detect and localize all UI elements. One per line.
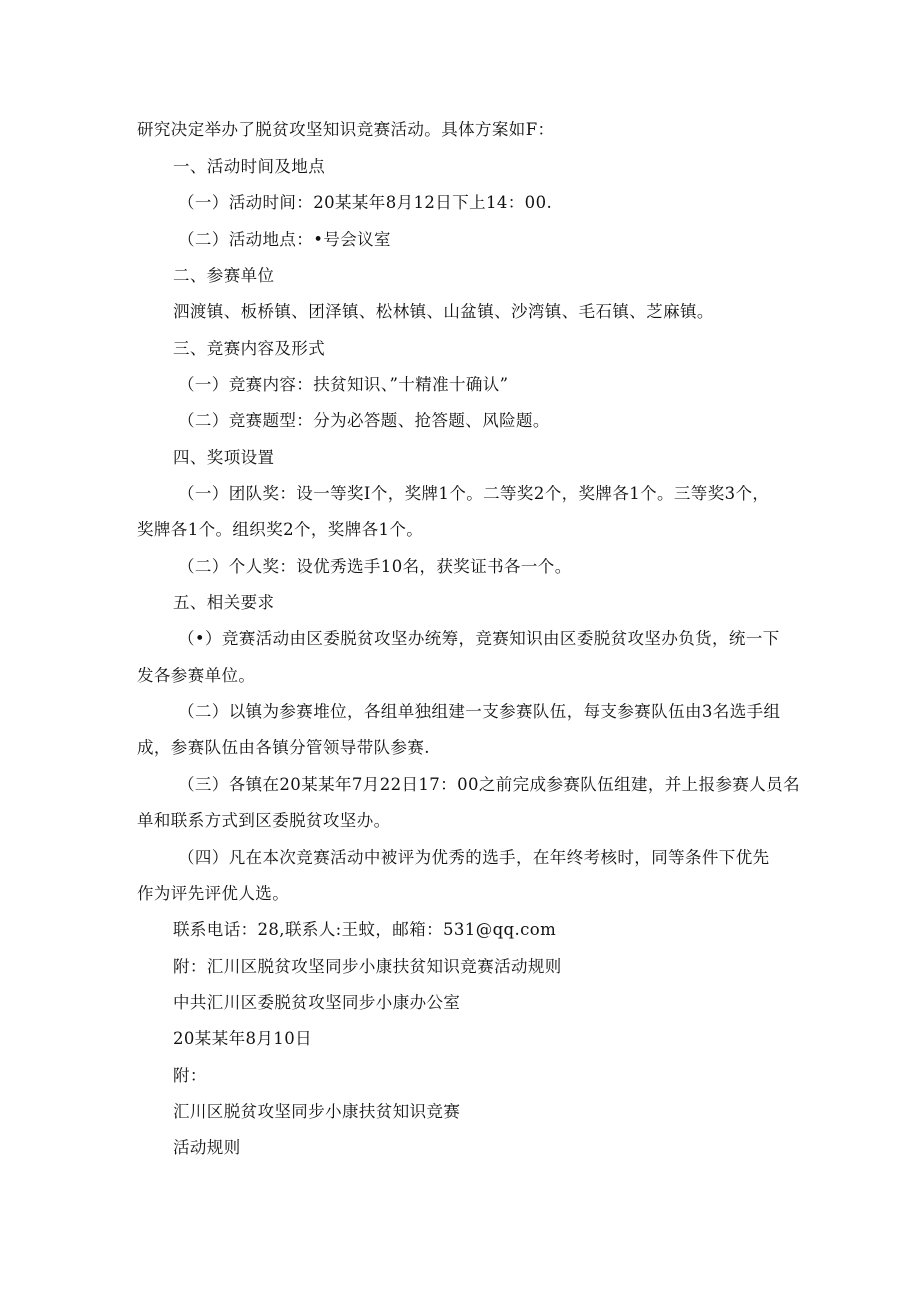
requirement-2-line-1: （二）以镇为参赛堆位，各组单独组建一支参赛队伍，每支参赛队伍由3名选手组 — [178, 702, 781, 721]
rules-title-line-1: 汇川区脱贫攻坚同步小康扶贫知识竞赛 — [173, 1102, 461, 1121]
question-types-line: （二）竞赛题型：分为必答题、抢答题、风险题。 — [178, 411, 550, 430]
individual-award-line: （二）个人奖：设优秀选手10名，获奖证书各一个。 — [178, 557, 572, 576]
team-award-line-1: （一）团队奖：设一等奖I个，奖牌1个。二等奖2个，奖牌各1个。三等奖3个， — [178, 484, 770, 503]
section-heading-content-format: 三、竞赛内容及形式 — [173, 339, 326, 358]
requirement-1-line-2: 发各参赛单位。 — [137, 666, 256, 685]
activity-place-line: （二）活动地点：•号会议室 — [178, 230, 391, 249]
date-line: 20某某年8月10日 — [173, 1029, 312, 1048]
section-heading-participants: 二、参赛单位 — [173, 266, 275, 285]
contact-line: 联系电话：28,联系人:王蚊，邮箱：531@qq.com — [173, 920, 557, 939]
requirement-4-line-1: （四）凡在本次竞赛活动中被评为优秀的选手，在年终考核时，同等条件下优先 — [178, 848, 770, 867]
requirement-4-line-2: 作为评先评优人选。 — [137, 884, 290, 903]
participant-towns-line: 泗渡镇、板桥镇、团泽镇、松林镇、山盆镇、沙湾镇、毛石镇、芝麻镇。 — [173, 302, 714, 321]
section-heading-awards: 四、奖项设置 — [173, 448, 275, 467]
requirement-2-line-2: 成，参赛队伍由各镇分管领导带队参赛. — [137, 738, 430, 757]
section-heading-requirements: 五、相关要求 — [173, 593, 275, 612]
issuer-line: 中共汇川区委脱贫攻坚同步小康办公室 — [173, 993, 461, 1012]
activity-time-line: （一）活动时间：20某某年8月12日下上14：00. — [178, 193, 553, 212]
requirement-3-line-1: （三）各镇在20某某年7月22日17：00之前完成参赛队伍组建，并上报参赛人员名 — [178, 775, 800, 794]
intro-line: 研究决定举办了脱贫攻坚知识竞赛活动。具体方案如F： — [137, 120, 555, 139]
section-heading-time-place: 一、活动时间及地点 — [173, 157, 326, 176]
rules-title-line-2: 活动规则 — [173, 1138, 241, 1157]
requirement-1-line-1: （•）竞赛活动由区委脱贫攻坚办统筹，竞赛知识由区委脱贫攻坚办负货，统一下 — [178, 629, 780, 648]
contest-content-line: （一）竞赛内容：扶贫知识、”十精准十确认” — [178, 375, 509, 394]
attachment-label-line: 附： — [173, 1066, 207, 1085]
team-award-line-2: 奖牌各1个。组织奖2个，奖牌各1个。 — [137, 520, 424, 539]
requirement-3-line-2: 单和联系方式到区委脱贫攻坚办。 — [137, 811, 391, 830]
attachment-note-line: 附：汇川区脱贫攻坚同步小康扶贫知识竞赛活动规则 — [173, 957, 562, 976]
